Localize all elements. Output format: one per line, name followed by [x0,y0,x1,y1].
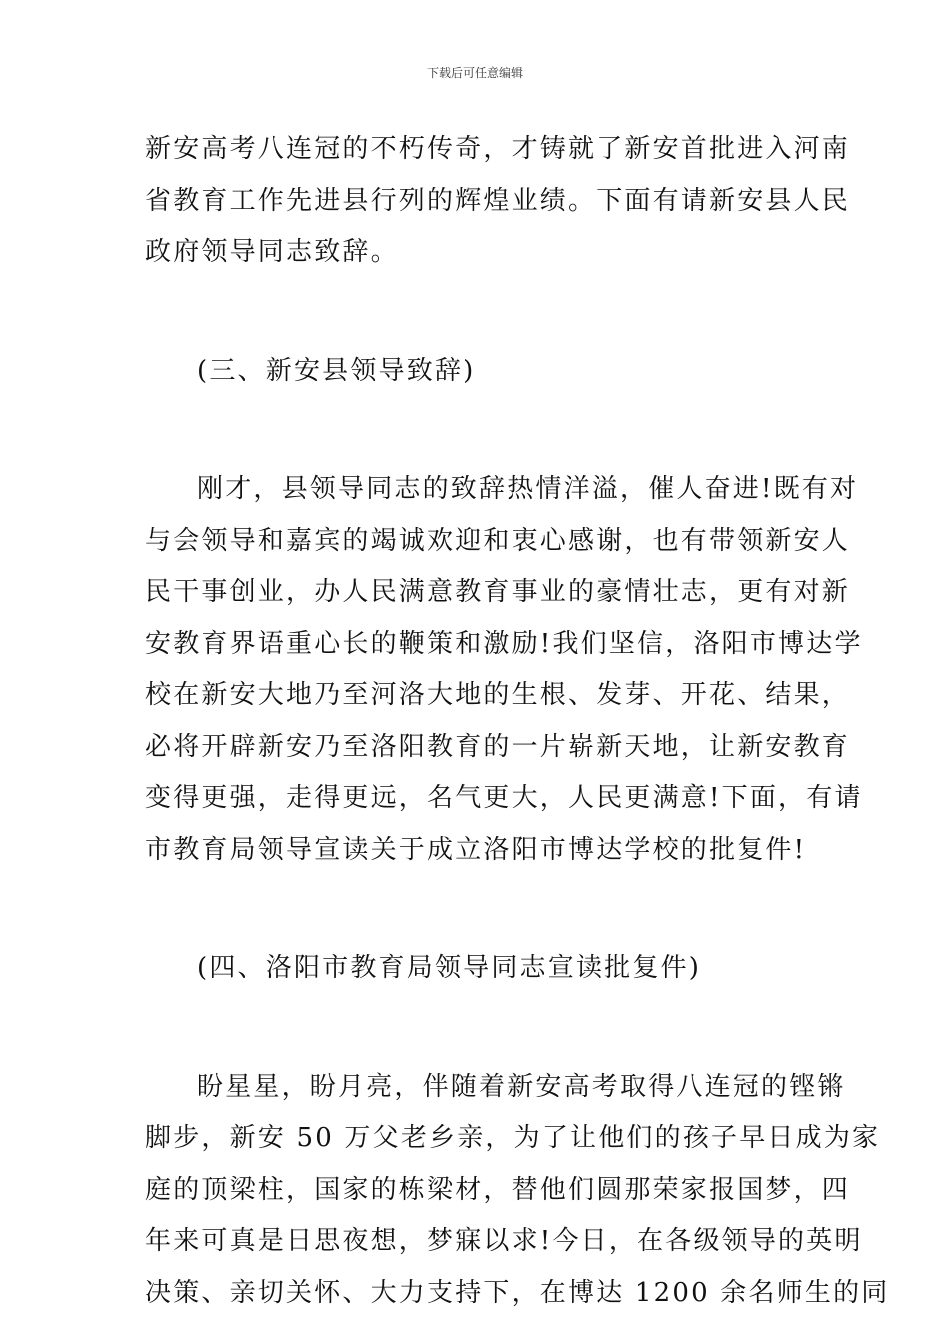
text-line: 市教育局领导宣读关于成立洛阳市博达学校的批复件! [145,834,807,865]
text-line: 年来可真是日思夜想，梦寐以求!今日，在各级领导的英明 [145,1226,863,1256]
document-body [145,124,890,1319]
page-header: 下载后可任意编辑 [426,66,523,80]
paragraph-3 [145,1062,890,1320]
text-line: 盼星星，盼月亮，伴随着新安高考取得八连冠的铿锵 [197,1071,846,1102]
paragraph-gap [145,279,809,346]
paragraph-gap [145,995,809,1062]
text-line: 庭的顶梁柱，国家的栋梁材，替他们圆那荣家报国梦，四 [145,1174,851,1205]
text-line: 决策、亲切关怀、大力支持下，在博达 1200 余名师生的同 [145,1277,890,1308]
paragraph-1 [145,124,851,279]
text-line: 民干事创业，办人民满意教育事业的豪情壮志，更有对新 [145,577,851,607]
text-line: 新安高考八连冠的不朽传奇，才铸就了新安首批进入河南 [145,134,851,164]
text-line: 必将开辟新安乃至洛阳教育的一片崭新天地，让新安教育 [145,731,851,762]
text-line: 校在新安大地乃至河洛大地的生根、发芽、开花、结果， [145,680,851,710]
text-line: 省教育工作先进县行列的辉煌业绩。下面有请新安县人民 [145,185,851,216]
text-line: 与会领导和嘉宾的竭诚欢迎和衷心感谢，也有带领新安人 [145,525,851,556]
paragraph-2 [145,464,863,876]
text-line: 政府领导同志致辞。 [145,237,399,267]
text-line: 脚步，新安 50 万父老乡亲，为了让他们的孩子早日成为家 [145,1123,881,1153]
paragraph-gap [145,876,809,943]
text-line: 安教育界语重心长的鞭策和激励!我们坚信，洛阳市博达学 [145,628,863,659]
text-line: 刚才，县领导同志的致辞热情洋溢，催人奋进!既有对 [197,474,859,504]
section-heading-3: (三、新安县领导致辞) [197,355,476,386]
section-heading-4: (四、洛阳市教育局领导同志宣读批复件) [197,953,702,983]
paragraph-gap [145,397,809,464]
text-line: 变得更强，走得更远，名气更大，人民更满意!下面，有请 [145,783,863,813]
